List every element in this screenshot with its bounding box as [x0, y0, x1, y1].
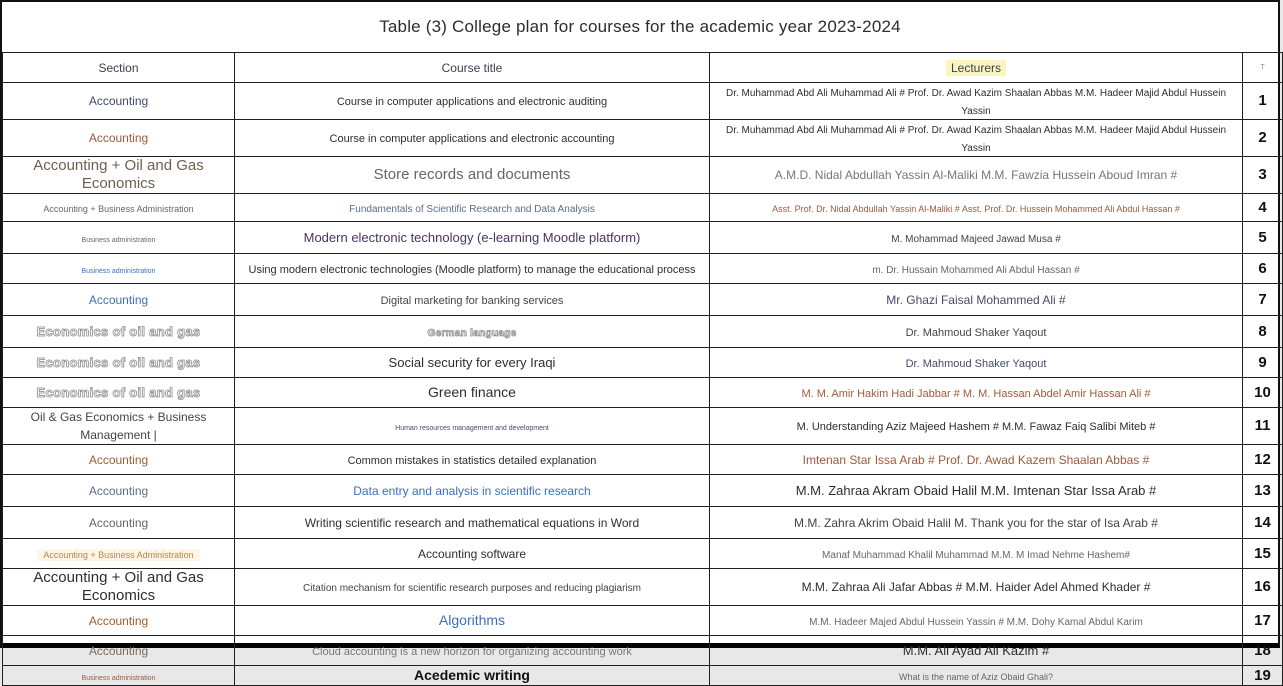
row-number — [1243, 569, 1283, 606]
course-cell-text: Modern electronic technology (e-learning Moodle platform) — [303, 229, 641, 245]
course-cell — [235, 83, 710, 120]
table-row — [3, 475, 1283, 507]
lecturers-cell — [710, 120, 1243, 157]
row-number — [1243, 194, 1283, 222]
row-number-text: 14 — [1254, 513, 1271, 531]
row-number — [1243, 475, 1283, 507]
section-cell — [3, 636, 235, 666]
section-cell — [3, 83, 235, 120]
lecturers-cell — [710, 194, 1243, 222]
course-cell — [235, 157, 710, 194]
table-row — [3, 378, 1283, 408]
title-bar — [2, 2, 1278, 52]
section-cell-text: Accounting + Business Administration — [37, 549, 199, 561]
course-cell — [235, 445, 710, 475]
lecturers-cell-text: M. Understanding Aziz Majeed Hashem # M.M. Fawaz Faiq Salibi Miteb # — [796, 421, 1156, 433]
section-cell-text: Accounting — [88, 515, 149, 530]
lecturers-cell-text: Manaf Muhammad Khalil Muhammad M.M. M Imad Nehme Hashem# — [822, 549, 1130, 561]
section-cell — [3, 666, 235, 686]
section-cell — [3, 606, 235, 636]
row-number-text: 6 — [1258, 259, 1267, 277]
course-cell — [235, 539, 710, 569]
row-number-text: 2 — [1258, 129, 1267, 146]
row-number-text: 18 — [1254, 641, 1271, 659]
section-cell-text: Accounting + Oil and Gas Economics — [33, 157, 204, 192]
lecturers-cell-text: Dr. Mahmoud Shaker Yaqout — [905, 357, 1047, 370]
lecturers-cell-text: M.M. Zahra Akrim Obaid Halil M. Thank you for the star of Isa Arab # — [794, 515, 1158, 530]
table-row — [3, 194, 1283, 222]
lecturers-cell-text: Dr. Muhammad Abd Ali Muhammad Ali # Prof. Dr. Awad Kazim Shaalan Abbas M.M. Hadeer Majid Abdul Hussein Yassin — [725, 125, 1227, 154]
table-row — [3, 507, 1283, 539]
section-cell-text: Accounting — [88, 452, 149, 467]
header-course-title: Course title — [235, 53, 710, 83]
course-cell-text: Store records and documents — [373, 166, 571, 183]
lecturers-cell — [710, 378, 1243, 408]
course-cell — [235, 666, 710, 686]
table-row — [3, 408, 1283, 445]
lecturers-cell — [710, 157, 1243, 194]
row-number-text: 19 — [1254, 666, 1271, 684]
course-cell-text: Digital marketing for banking services — [380, 294, 564, 307]
section-cell-text: Economics of oil and gas — [36, 323, 201, 339]
section-cell-text: Accounting — [88, 643, 149, 658]
section-cell-text: Accounting + Oil and Gas Economics — [33, 569, 204, 604]
row-number-text: 12 — [1254, 450, 1271, 468]
section-cell — [3, 348, 235, 378]
row-number — [1243, 254, 1283, 284]
section-cell — [3, 408, 235, 445]
course-cell-text: Algorithms — [438, 611, 506, 628]
course-cell — [235, 284, 710, 316]
row-number — [1243, 507, 1283, 539]
row-number — [1243, 378, 1283, 408]
table-row — [3, 284, 1283, 316]
course-cell — [235, 475, 710, 507]
row-number-text: 13 — [1254, 481, 1271, 499]
row-number — [1243, 606, 1283, 636]
row-number — [1243, 636, 1283, 666]
lecturers-cell-text: M.M. Hadeer Majed Abdul Hussein Yassin # M.M. Dohy Kamal Abdul Karim — [809, 616, 1143, 628]
lecturers-cell-text: Imtenan Star Issa Arab # Prof. Dr. Awad Kazem Shaalan Abbas # — [802, 452, 1150, 467]
row-number — [1243, 83, 1283, 120]
row-number-text: 7 — [1258, 290, 1267, 308]
lecturers-cell — [710, 83, 1243, 120]
section-cell-text: Economics of oil and gas — [36, 354, 201, 370]
lecturers-cell — [710, 222, 1243, 254]
row-number — [1243, 348, 1283, 378]
course-plan-table — [2, 52, 1283, 686]
row-number-text: 3 — [1258, 166, 1267, 183]
table-header — [3, 53, 1283, 83]
course-cell-text: Data entry and analysis in scientific research — [353, 483, 591, 498]
course-cell — [235, 507, 710, 539]
course-cell-text: Social security for every Iraqi — [388, 354, 556, 370]
lecturers-cell-text: Mr. Ghazi Faisal Mohammed Ali # — [886, 292, 1066, 307]
course-cell — [235, 348, 710, 378]
row-number — [1243, 284, 1283, 316]
section-cell-text: Accounting — [88, 131, 149, 145]
row-number-text: 10 — [1254, 383, 1271, 401]
row-number-text: 17 — [1254, 611, 1271, 629]
lecturers-cell — [710, 475, 1243, 507]
table-row — [3, 83, 1283, 120]
lecturers-cell-text: Dr. Mahmoud Shaker Yaqout — [905, 326, 1047, 339]
row-number — [1243, 120, 1283, 157]
lecturers-cell-text: Dr. Muhammad Abd Ali Muhammad Ali # Prof. Dr. Awad Kazim Shaalan Abbas M.M. Hadeer Majid Abdul Hussein Yassin — [725, 88, 1227, 117]
course-cell — [235, 378, 710, 408]
row-number-text: 4 — [1258, 198, 1267, 216]
table-row — [3, 569, 1283, 606]
course-cell — [235, 254, 710, 284]
course-cell-text: Using modern electronic technologies (Moodle platform) to manage the educational process — [248, 263, 696, 276]
lecturers-cell — [710, 636, 1243, 666]
table-row — [3, 636, 1283, 666]
section-cell — [3, 569, 235, 606]
lecturers-cell-text: M. M. Amir Hakim Hadi Jabbar # M. M. Hassan Abdel Amir Hassan Ali # — [801, 387, 1151, 400]
lecturers-cell — [710, 539, 1243, 569]
section-cell — [3, 254, 235, 284]
table-row — [3, 445, 1283, 475]
course-cell-text: German language — [427, 327, 517, 339]
section-cell-text: Oil & Gas Economics + Business Management | — [30, 410, 207, 442]
lecturers-cell — [710, 666, 1243, 686]
lecturers-cell-text: M. Mohammad Majeed Jawad Musa # — [891, 233, 1061, 245]
lecturers-cell-text: M.M. Zahraa Ali Jafar Abbas # M.M. Haider Adel Ahmed Khader # — [801, 580, 1151, 594]
section-cell — [3, 378, 235, 408]
course-cell — [235, 636, 710, 666]
row-number — [1243, 445, 1283, 475]
row-number — [1243, 539, 1283, 569]
lecturers-cell — [710, 348, 1243, 378]
header-row — [3, 53, 1283, 83]
row-number — [1243, 408, 1283, 445]
row-number-text: 15 — [1254, 544, 1271, 562]
course-cell-text: Writing scientific research and mathematical equations in Word — [304, 515, 640, 530]
row-number — [1243, 316, 1283, 348]
section-cell-text: Business administration — [81, 674, 156, 682]
course-cell-text: Common mistakes in statistics detailed explanation — [347, 454, 597, 467]
course-cell — [235, 408, 710, 445]
section-cell — [3, 222, 235, 254]
row-number-text: 11 — [1254, 417, 1271, 434]
section-cell-text: Business administration — [81, 236, 156, 244]
header-row-number: T — [1243, 53, 1283, 83]
table-row — [3, 348, 1283, 378]
row-number — [1243, 222, 1283, 254]
course-cell — [235, 120, 710, 157]
table-row — [3, 254, 1283, 284]
row-number — [1243, 666, 1283, 686]
header-lecturers: Lecturers — [710, 53, 1243, 83]
table-row — [3, 316, 1283, 348]
course-cell — [235, 194, 710, 222]
course-cell — [235, 316, 710, 348]
table-row — [3, 606, 1283, 636]
row-number-text: 9 — [1258, 353, 1267, 371]
section-cell — [3, 194, 235, 222]
course-cell-text: Cloud accounting is a new horizon for organizing accounting work — [312, 645, 632, 658]
section-cell — [3, 507, 235, 539]
table-row — [3, 157, 1283, 194]
table-row — [3, 539, 1283, 569]
course-cell — [235, 569, 710, 606]
section-cell — [3, 157, 235, 194]
row-number-text: 16 — [1254, 578, 1271, 595]
lecturers-cell — [710, 408, 1243, 445]
section-cell-text: Business administration — [81, 267, 156, 275]
course-cell — [235, 222, 710, 254]
lecturers-cell-text: A.M.D. Nidal Abdullah Yassin Al-Maliki M.M. Fawzia Hussein Aboud Imran # — [774, 168, 1178, 182]
course-cell-text: Acedemic writing — [414, 666, 530, 683]
course-cell-text: Course in computer applications and electronic accounting — [329, 133, 615, 145]
lecturers-cell-text: What is the name of Aziz Obaid Ghali? — [898, 671, 1054, 682]
section-cell — [3, 284, 235, 316]
row-number-text: 1 — [1258, 92, 1267, 109]
section-cell-text: Accounting + Business Administration — [43, 203, 194, 214]
header-section: Section — [3, 53, 235, 83]
lecturers-cell — [710, 316, 1243, 348]
table-row — [3, 222, 1283, 254]
section-cell — [3, 120, 235, 157]
course-cell-text: Human resources management and development — [395, 425, 549, 432]
row-number — [1243, 157, 1283, 194]
table-body — [3, 83, 1283, 686]
section-cell — [3, 475, 235, 507]
section-cell-text: Economics of oil and gas — [36, 384, 201, 400]
section-cell — [3, 316, 235, 348]
section-cell — [3, 539, 235, 569]
lecturers-cell — [710, 284, 1243, 316]
lecturers-cell-text: m. Dr. Hussain Mohammed Ali Abdul Hassan # — [872, 264, 1080, 276]
page-title: Table (3) College plan for courses for the academic year 2023-2024 — [379, 17, 901, 36]
row-number-text: 5 — [1258, 228, 1267, 246]
section-cell-text: Accounting — [88, 483, 149, 498]
table-row — [3, 120, 1283, 157]
course-cell — [235, 606, 710, 636]
table-row — [3, 666, 1283, 686]
lecturers-cell — [710, 569, 1243, 606]
lecturers-cell-text: Asst. Prof. Dr. Nidal Abdullah Yassin Al-Maliki # Asst. Prof. Dr. Hussein Mohammed Ali Abdul Hassan # — [772, 203, 1180, 214]
section-cell-text: Accounting — [88, 613, 149, 628]
lecturers-cell — [710, 606, 1243, 636]
lecturers-cell — [710, 254, 1243, 284]
lecturers-cell-text: M.M. Ali Ayad Ali Kazim # — [902, 642, 1050, 658]
course-cell-text: Green finance — [428, 383, 516, 400]
lecturers-cell — [710, 507, 1243, 539]
course-cell-text: Course in computer applications and electronic auditing — [336, 96, 608, 108]
section-cell-text: Accounting — [88, 94, 149, 108]
course-cell-text: Fundamentals of Scientific Research and Data Analysis — [349, 203, 595, 215]
lecturers-cell — [710, 445, 1243, 475]
section-cell — [3, 445, 235, 475]
lecturers-cell-text: M.M. Zahraa Akram Obaid Halil M.M. Imtenan Star Issa Arab # — [795, 482, 1157, 498]
section-cell-text: Accounting — [88, 292, 149, 307]
course-cell-text: Citation mechanism for scientific research purposes and reducing plagiarism — [303, 583, 641, 594]
row-number-text: 8 — [1258, 322, 1267, 340]
course-cell-text: Accounting software — [417, 546, 527, 561]
